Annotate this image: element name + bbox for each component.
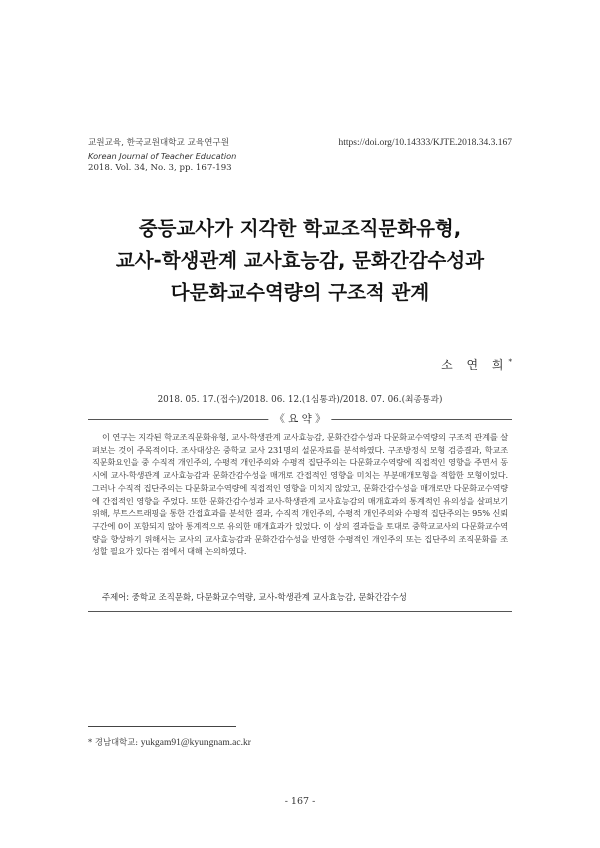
journal-header: [88, 137, 236, 175]
paper-title: [60, 213, 540, 309]
journal-volume: 2018. Vol. 34, No. 3, pp. 167-193: [88, 163, 232, 173]
footnote-email[interactable]: yukgam91@kyungnam.ac.kr: [140, 738, 251, 748]
abstract-body: 이 연구는 지각된 학교조직문화유형, 교사-학생관계 교사효능감, 문화간감수성과 다문화교수역량의 구조적 관계를 살펴보는 것이 주목적이다. 조사대상은 중학교 교사 231명의 설문자료를 분석하였다. 구조방정식 모형 검증결과, 학교조직문화요인을 중 수직적 개인주의, 수평적 개인주의와 수평적 집단주의는 다문화교수역량에 직접적인 영향을 주면서 동시에 교사-학생관계 교사효능감과 문화간감수성을 매개로 간접적인 영향을 미치는 부분매개모형을 적합한 모형이었다. 그러나 수직적 집단주의는 다문화교수역량에 직접적인 영향을 미치지 않았고, 문화간감수성을 매개로만 다문화교수역량에 간접적인 영향을 주었다. 또한 문화간감수성과 교사-학생관계 교사효능감의 매개효과의 통계적인 유의성을 살펴보기 위해, 부트스트래핑을 통한 간접효과를 분석한 결과, 수직적 개인주의, 수평적 개인주의와 수평적 집단주의는 95% 신뢰구간에 0이 포함되지 않아 통계적으로 유의한 매개효과가 있었다. 이 상의 결과들을 토대로 중학교교사의 다문화교수역량을 향상하기 위해서는 교사의 교사효능감과 문화간감수성을 반영한 수평적인 개인주의 또는 집단주의 조직문화를 조성할 필요가 있다는 점에서 대해 논의하였다.: [92, 432, 508, 557]
title-line-3: 다문화교수역량의 구조적 관계: [170, 281, 430, 304]
journal-name-korean: 교원교육, 한국교원대학교 교육연구원: [88, 138, 230, 148]
footnote-rule: [88, 726, 236, 727]
title-line-2: 교사-학생관계 교사효능감, 문화간감수성과: [115, 249, 485, 272]
keywords: 주제어: 중학교 조직문화, 다문화교수역량, 교사-학생관계 교사효능감, 문화간감수성: [102, 592, 407, 602]
abstract-heading-label: 《 요 약 》: [268, 411, 331, 426]
title-line-1: 중등교사가 지각한 학교조직문화유형,: [138, 217, 462, 240]
author-name: 소 연 희: [441, 358, 509, 372]
abstract-bottom-rule: [88, 611, 512, 612]
author-footnote: [88, 736, 251, 748]
doi-link[interactable]: https://doi.org/10.14333/KJTE.2018.34.3.167: [338, 138, 512, 148]
author-footnote-mark: *: [508, 358, 512, 366]
page-number: - 167 -: [284, 796, 316, 807]
author: [441, 356, 512, 373]
abstract-heading: [88, 411, 512, 427]
submission-dates: 2018. 05. 17.(접수)/2018. 06. 12.(1심통과)/2018. 07. 06.(최종통과): [157, 395, 443, 405]
journal-name-english: Korean Journal of Teacher Education: [88, 150, 237, 161]
footnote-affiliation: * 경남대학교:: [88, 737, 139, 747]
